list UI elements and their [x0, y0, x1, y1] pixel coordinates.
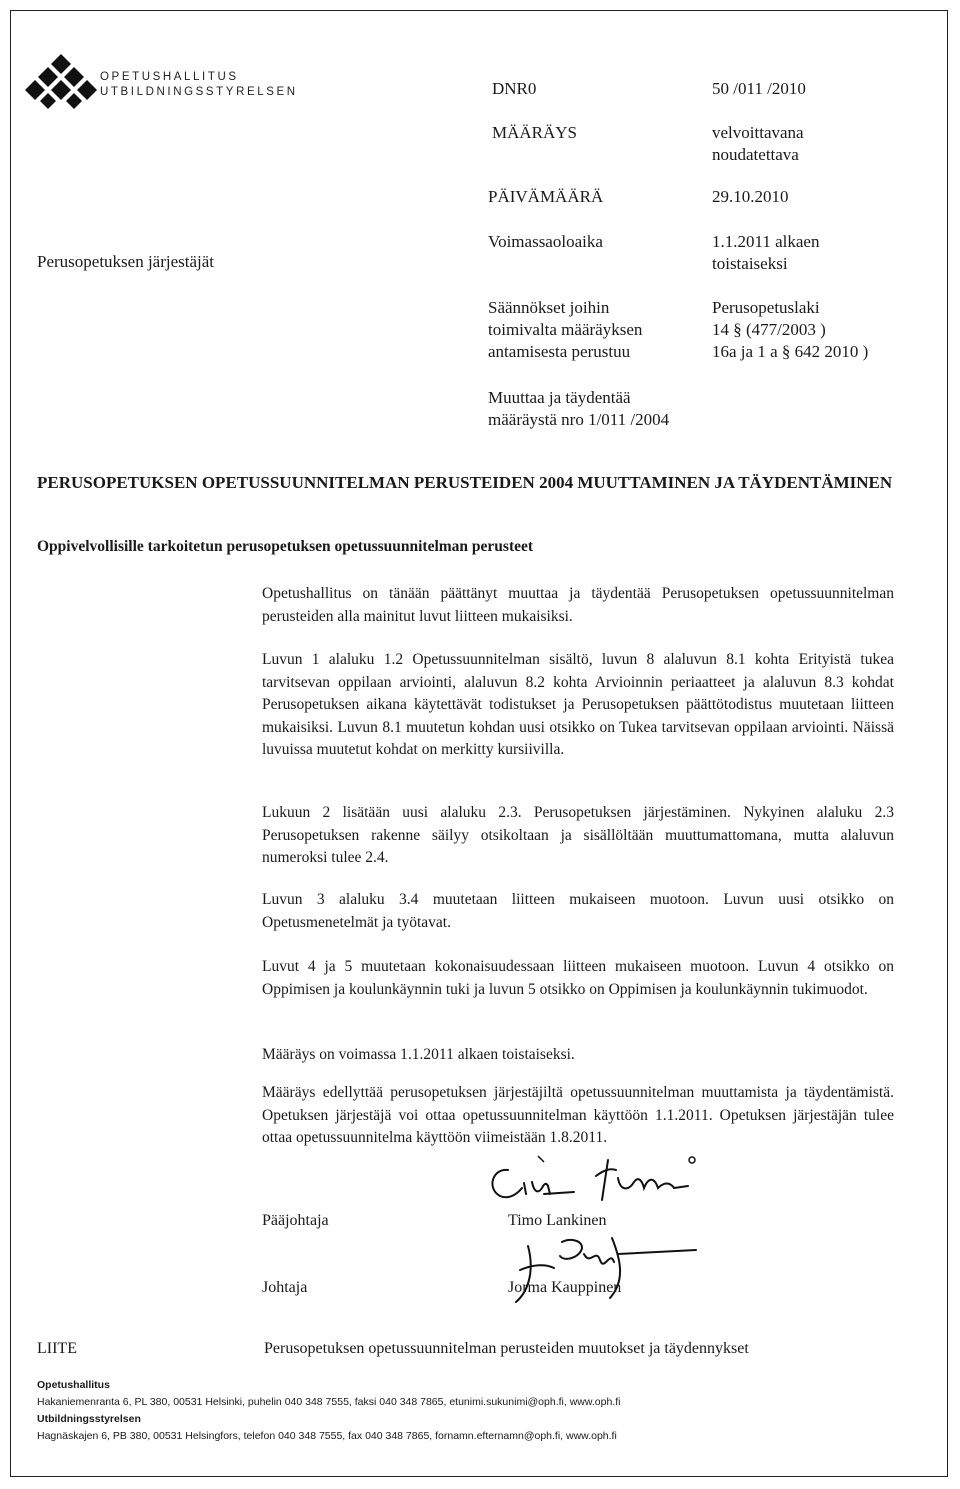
recipient: Perusopetuksen järjestäjät [37, 252, 215, 271]
signature-1-role: Pääjohtaja [262, 1212, 329, 1229]
footer-org-fi: Opetushallitus [37, 1379, 110, 1391]
legal-basis-value-line-3: 16a ja 1 a § 642 2010 ) [712, 342, 869, 361]
logo-text [100, 70, 298, 100]
signature-2-name: Jorma Kauppinen [508, 1279, 622, 1296]
document-subtitle: Oppivelvollisille tarkoitetun perusopetuksen opetussuunnitelman perusteet [37, 538, 534, 555]
dnro-label: DNR0 [492, 79, 537, 98]
document-type-label: MÄÄRÄYS [492, 123, 578, 142]
amends-note-line-2: määräystä nro 1/011 /2004 [488, 410, 670, 429]
attachment-label: LIITE [37, 1340, 77, 1357]
date-value: 29.10.2010 [712, 187, 789, 206]
signature-2-role: Johtaja [262, 1279, 308, 1296]
amends-note-line-1: Muuttaa ja täydentää [488, 388, 631, 407]
signature-1-icon [478, 1148, 708, 1208]
footer-org-sv: Utbildningsstyrelsen [37, 1413, 141, 1425]
body-paragraph-4: Luvun 3 alaluku 3.4 muutetaan liitteen mukaiseen muotoon. Luvun uusi otsikko on Opetusmenetelmät ja työtavat. [262, 891, 894, 931]
logo-line-2: UTBILDNINGSSTYRELSEN [100, 86, 298, 98]
validity-value-line-2: toistaiseksi [712, 254, 788, 273]
logo-line-1: OPETUSHALLITUS [100, 71, 239, 83]
opetushallitus-logo-icon [24, 52, 98, 112]
legal-basis-label-line-3: antamisesta perustuu [488, 342, 631, 361]
footer-address-sv: Hagnäskajen 6, PB 380, 00531 Helsingfors, telefon 040 348 7555, fax 040 348 7865, fornamn.efternamn@oph.fi, www.oph.fi [37, 1430, 617, 1442]
legal-basis-value-line-1: Perusopetuslaki [712, 298, 820, 317]
document-type-value-line-2: noudatettava [712, 145, 799, 164]
dnro-value: 50 /011 /2010 [712, 79, 806, 98]
validity-value [712, 231, 819, 275]
validity-label: Voimassaoloaika [488, 232, 603, 251]
body-paragraph-6: Määräys on voimassa 1.1.2011 alkaen toistaiseksi. [262, 1046, 575, 1063]
document-type-value-line-1: velvoittavana [712, 123, 804, 142]
body-paragraph-2: Luvun 1 alaluku 1.2 Opetussuunnitelman sisältö, luvun 8 alaluvun 8.1 kohta Erityistä tukea tarvitsevan oppilaan arviointi, alaluvun 8.2 kohta Arvioinnin periaatteet ja alaluvun 8.3 kohdat Perusopetuksen aikana käytettävät todistukset ja Perusopetuksen päättötodistus muutetaan liitteen mukaisiksi. Luvun 8.1 muutetun kohdan uusi otsikko on Tukea tarvitsevan oppilaan arviointi. Näissä luvuissa muutetut kohdat on merkitty kursiivilla. [262, 651, 894, 758]
legal-basis-label-line-2: toimivalta määräyksen [488, 320, 643, 339]
legal-basis-label [488, 297, 642, 363]
document-title: PERUSOPETUKSEN OPETUSSUUNNITELMAN PERUSTEIDEN 2004 MUUTTAMINEN JA TÄYDENTÄMINEN [37, 473, 893, 492]
amends-note [488, 387, 669, 431]
document-type-value [712, 122, 804, 166]
legal-basis-value [712, 297, 868, 363]
attachment-text: Perusopetuksen opetussuunnitelman perusteiden muutokset ja täydennykset [264, 1340, 749, 1357]
footer-address-fi: Hakaniemenranta 6, PL 380, 00531 Helsinki, puhelin 040 348 7555, faksi 040 348 7865, etunimi.sukunimi@oph.fi, www.oph.fi [37, 1396, 621, 1408]
signature-1-name: Timo Lankinen [508, 1212, 607, 1229]
validity-value-line-1: 1.1.2011 alkaen [712, 232, 820, 251]
date-label: PÄIVÄMÄÄRÄ [488, 187, 604, 206]
body-paragraph-1: Opetushallitus on tänään päättänyt muuttaa ja täydentää Perusopetuksen opetussuunnitelman perusteiden alla mainitut luvut liitteen mukaisiksi. [262, 585, 894, 625]
legal-basis-value-line-2: 14 § (477/2003 ) [712, 320, 826, 339]
body-paragraph-3: Lukuun 2 lisätään uusi alaluku 2.3. Perusopetuksen järjestäminen. Nykyinen alaluku 2.3 Perusopetuksen rakenne säilyy otsikoltaan ja sisällöltään muuttumattomana, mutta alaluvun numeroksi tulee 2.4. [262, 804, 894, 866]
footer [37, 1377, 620, 1445]
legal-basis-label-line-1: Säännökset joihin [488, 298, 610, 317]
body-paragraph-7: Määräys edellyttää perusopetuksen järjestäjiltä opetussuunnitelman muuttamista ja täydentämistä. Opetuksen järjestäjä voi ottaa opetussuunnitelman käyttöön 1.1.2011. Opetuksen järjestäjän tulee ottaa opetussuunnitelma käyttöön viimeistään 1.8.2011. [262, 1084, 894, 1146]
body-paragraph-5: Luvut 4 ja 5 muutetaan kokonaisuudessaan liitteen mukaiseen muotoon. Luvun 4 otsikko on Oppimisen ja koulunkäynnin tuki ja luvun 5 otsikko on Oppimisen ja koulunkäynnin tukimuodot. [262, 958, 894, 998]
